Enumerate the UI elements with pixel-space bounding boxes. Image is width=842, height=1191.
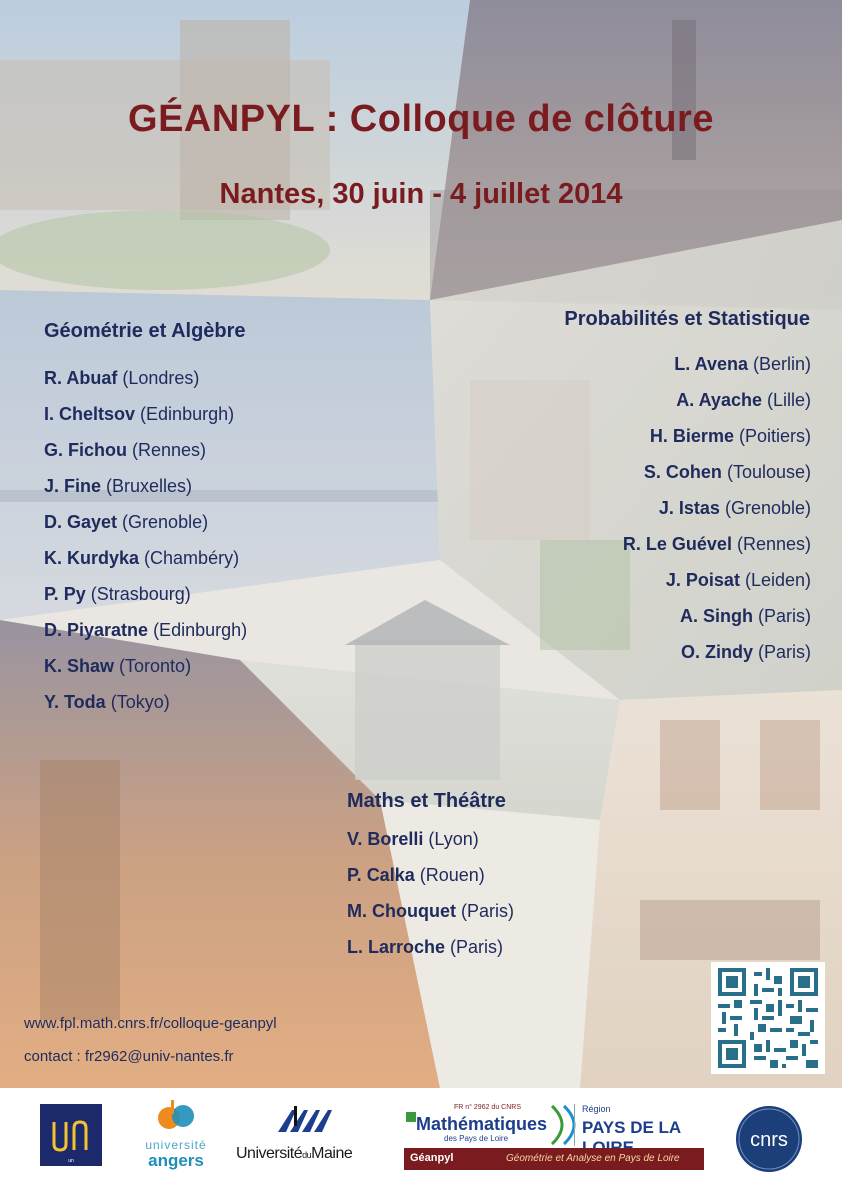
- federation-maths-pays-de-loire-logo[interactable]: [404, 1102, 704, 1170]
- speaker-item: [430, 570, 811, 606]
- maine-name: Maine: [311, 1145, 353, 1162]
- lebesgue-pays: des Pays de Loire: [444, 1134, 509, 1143]
- cnrs-logo-text: cnrs: [750, 1129, 788, 1151]
- speaker-item: [347, 829, 514, 865]
- region-label: Région: [582, 1104, 611, 1114]
- speaker-city: (Bruxelles): [106, 476, 193, 496]
- speaker-item: [430, 498, 811, 534]
- speaker-name: R. Abuaf: [44, 368, 118, 388]
- universite-maine-logo[interactable]: [236, 1106, 364, 1176]
- speaker-item: [430, 354, 811, 390]
- contact-email[interactable]: contact : fr2962@univ-nantes.fr: [24, 1048, 234, 1065]
- un-monogram-icon: [40, 1104, 102, 1166]
- speaker-city: (Berlin): [752, 354, 811, 374]
- speaker-item: [347, 901, 514, 937]
- speaker-item: [44, 368, 247, 404]
- speaker-list-theatre: [347, 829, 514, 973]
- speaker-item: [44, 404, 247, 440]
- speaker-name: O. Zindy: [680, 642, 753, 662]
- qr-code-icon: [717, 968, 819, 1068]
- speaker-name: L. Avena: [674, 354, 748, 374]
- speaker-city: (Rennes): [736, 534, 811, 554]
- speaker-item: [430, 534, 811, 570]
- speaker-city: (Chambéry): [144, 548, 240, 568]
- lebesgue-top: [404, 1102, 704, 1148]
- speaker-city: (Paris): [450, 937, 504, 957]
- speaker-city: (Toulouse): [726, 462, 811, 482]
- speaker-name: K. Kurdyka: [44, 548, 140, 568]
- poster-subtitle: Nantes, 30 juin - 4 juillet 2014: [219, 178, 623, 210]
- speaker-item: [44, 692, 247, 728]
- speaker-city: (Toronto): [119, 656, 192, 676]
- speaker-city: (Edinburgh): [140, 404, 235, 424]
- speaker-name: Y. Toda: [44, 692, 106, 712]
- speaker-item: [44, 584, 247, 620]
- speaker-name: I. Cheltsov: [44, 404, 136, 424]
- speaker-name: V. Borelli: [347, 829, 424, 849]
- speaker-city: (Grenoble): [724, 498, 811, 518]
- maine-small: du: [302, 1150, 312, 1160]
- speaker-item: [44, 656, 247, 692]
- speaker-city: (Grenoble): [122, 512, 209, 532]
- speaker-name: H. Bierme: [649, 426, 734, 446]
- speaker-city: (Strasbourg): [90, 584, 191, 604]
- speaker-item: [44, 620, 247, 656]
- poster-title: GÉANPYL : Colloque de clôture: [128, 98, 714, 140]
- region-name: PAYS DE LA: [582, 1118, 681, 1137]
- speaker-item: [430, 426, 811, 462]
- speaker-name: A. Singh: [679, 606, 753, 626]
- universite-nantes-logo[interactable]: [40, 1104, 102, 1166]
- speaker-item: [430, 606, 811, 642]
- speaker-city: (Edinburgh): [153, 620, 248, 640]
- section-heading-theatre: Maths et Théâtre: [347, 790, 506, 812]
- speaker-name: K. Shaw: [44, 656, 115, 676]
- speaker-list-geometrie: [44, 368, 247, 728]
- cnrs-globe-icon: [734, 1104, 804, 1174]
- speaker-item: [347, 865, 514, 901]
- speaker-item: [430, 642, 811, 678]
- speaker-item: [44, 476, 247, 512]
- maine-emblem-icon: [274, 1106, 344, 1140]
- speaker-item: [430, 390, 811, 426]
- speaker-item: [430, 462, 811, 498]
- maine-wordmark: [236, 1145, 364, 1163]
- speaker-city: (Leiden): [744, 570, 811, 590]
- speaker-name: J. Istas: [658, 498, 720, 518]
- section-heading-probabilites: Probabilités et Statistique: [564, 308, 810, 330]
- speaker-name: S. Cohen: [643, 462, 722, 482]
- speaker-city: (Londres): [122, 368, 200, 388]
- speaker-name: R. Le Guével: [622, 534, 732, 554]
- speaker-name: D. Gayet: [44, 512, 118, 532]
- lebesgue-fr-number: FR n° 2962 du CNRS: [454, 1104, 521, 1111]
- speaker-name: P. Py: [44, 584, 86, 604]
- speaker-name: G. Fichou: [44, 440, 127, 460]
- speaker-city: (Tokyo): [110, 692, 170, 712]
- website-link[interactable]: www.fpl.math.cnrs.fr/colloque-geanpyl: [24, 1015, 277, 1032]
- cnrs-logo[interactable]: [734, 1104, 804, 1174]
- sponsor-footer: [0, 1088, 842, 1191]
- geanpyl-slogan: Géométrie et Analyse en Pays de Loire: [506, 1153, 680, 1164]
- speaker-name: D. Piyaratne: [44, 620, 149, 640]
- speaker-item: [44, 440, 247, 476]
- speaker-name: P. Calka: [347, 865, 415, 885]
- speaker-name: J. Poisat: [665, 570, 740, 590]
- speaker-city: (Paris): [758, 642, 811, 662]
- lebesgue-math: Mathématiques: [416, 1114, 548, 1134]
- speaker-name: L. Larroche: [347, 937, 446, 957]
- speaker-city: (Paris): [461, 901, 514, 921]
- speaker-city: (Rouen): [419, 865, 485, 885]
- geanpyl-bar: [404, 1148, 704, 1170]
- qr-code[interactable]: [711, 962, 825, 1074]
- speaker-name: M. Chouquet: [347, 901, 456, 921]
- speaker-item: [347, 937, 514, 973]
- speaker-name: J. Fine: [44, 476, 102, 496]
- speaker-city: (Lyon): [428, 829, 479, 849]
- angers-line-2: angers: [148, 1151, 204, 1170]
- section-heading-geometrie: Géométrie et Algèbre: [44, 320, 246, 342]
- speaker-name: A. Ayache: [676, 390, 762, 410]
- geanpyl-name: Géanpyl: [410, 1152, 454, 1164]
- speaker-city: (Rennes): [132, 440, 207, 460]
- speaker-city: (Poitiers): [738, 426, 811, 446]
- universite-angers-logo[interactable]: [136, 1098, 216, 1176]
- speaker-item: [44, 512, 247, 548]
- speaker-list-probabilites: [430, 354, 811, 678]
- un-logo-text: un: [68, 1158, 74, 1164]
- ua-monogram-icon: [153, 1098, 199, 1134]
- speaker-city: (Lille): [766, 390, 811, 410]
- speaker-city: (Paris): [758, 606, 811, 626]
- speaker-item: [44, 548, 247, 584]
- maine-prefix: Université: [236, 1145, 303, 1162]
- angers-line-1: université: [145, 1138, 207, 1152]
